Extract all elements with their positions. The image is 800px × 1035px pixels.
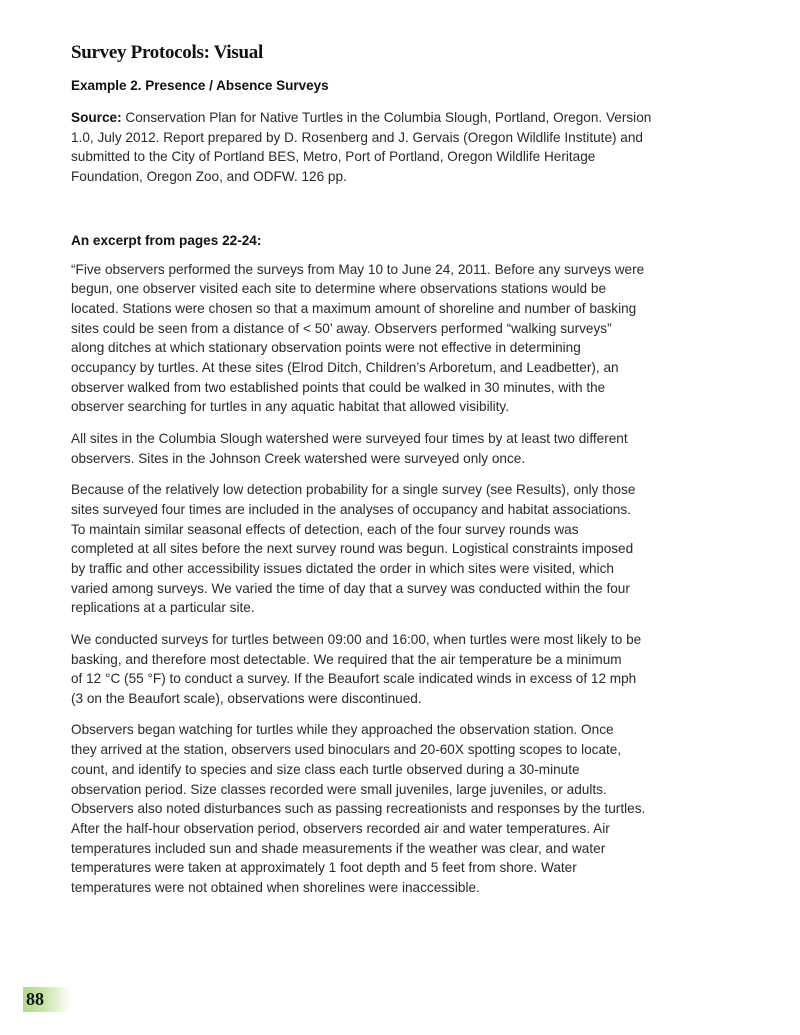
paragraph-line: observation period. Size classes recorded were small juveniles, large juveniles, or adults. xyxy=(71,781,607,797)
paragraph-line: of 12 °C (55 °F) to conduct a survey. If the Beaufort scale indicated winds in excess of 12 mph xyxy=(71,671,637,687)
excerpt-paragraph xyxy=(71,720,751,897)
source-label: Source: xyxy=(71,110,122,125)
paragraph-line: Observers began watching for turtles while they approached the observation station. Once xyxy=(71,722,614,738)
paragraph-line: (3 on the Beaufort scale), observations were discontinued. xyxy=(71,690,422,706)
excerpt-paragraph xyxy=(71,480,751,618)
paragraph-line: completed at all sites before the next survey round was begun. Logistical constraints imposed xyxy=(71,541,634,557)
paragraph-line: begun, one observer visited each site to determine where observations stations would be xyxy=(71,281,607,297)
excerpt-paragraph xyxy=(71,260,751,418)
source-line: submitted to the City of Portland BES, Metro, Port of Portland, Oregon Wildlife Heritage xyxy=(71,149,596,165)
paragraph-line: temperatures were not obtained when shorelines were inaccessible. xyxy=(71,880,480,896)
paragraph-line: observer searching for turtles in any aquatic habitat that allowed visibility. xyxy=(71,399,509,415)
paragraph-line: Because of the relatively low detection probability for a single survey (see Results), only those xyxy=(71,482,636,498)
source-line: Conservation Plan for Native Turtles in the Columbia Slough, Portland, Oregon. Version xyxy=(121,110,652,125)
excerpt-paragraphs xyxy=(71,260,751,898)
paragraph-line: by traffic and other accessibility issues dictated the order in which sites were visited, which xyxy=(71,560,614,576)
paragraph-line: “Five observers performed the surveys from May 10 to June 24, 2011. Before any surveys were xyxy=(71,261,645,277)
paragraph-line: occupancy by turtles. At these sites (Elrod Ditch, Children’s Arboretum, and Leadbetter), an xyxy=(71,360,619,376)
paragraph-line: observer walked from two established points that could be walked in 30 minutes, with the xyxy=(71,379,606,395)
paragraph-line: To maintain similar seasonal effects of detection, each of the four survey rounds was xyxy=(71,521,579,537)
paragraph-line: sites could be seen from a distance of < 50’ away. Observers performed “walking surveys” xyxy=(71,320,612,336)
source-line: 1.0, July 2012. Report prepared by D. Rosenberg and J. Gervais (Oregon Wildlife Institute) and xyxy=(71,129,643,145)
paragraph-line: Observers also noted disturbances such as passing recreationists and responses by the turtles. xyxy=(71,801,646,817)
paragraph-line: count, and identify to species and size class each turtle observed during a 30-minute xyxy=(71,761,580,777)
paragraph-line: along ditches at which stationary observation points were not effective in determining xyxy=(71,340,581,356)
paragraph-line: basking, and therefore most detectable. We required that the air temperature be a minimum xyxy=(71,651,622,667)
excerpt-paragraph xyxy=(71,429,751,468)
paragraph-line: After the half-hour observation period, observers recorded air and water temperatures. Air xyxy=(71,820,610,836)
paragraph-line: We conducted surveys for turtles between 09:00 and 16:00, when turtles were most likely to be xyxy=(71,631,642,647)
paragraph-line: varied among surveys. We varied the time of day that a survey was conducted within the four xyxy=(71,580,630,596)
document-body xyxy=(71,108,751,910)
excerpt-paragraph xyxy=(71,630,751,709)
paragraph-line: All sites in the Columbia Slough watershed were surveyed four times by at least two different xyxy=(71,430,628,446)
paragraph-line: temperatures were taken at approximately 1 foot depth and 5 feet from shore. Water xyxy=(71,860,577,876)
paragraph-line: replications at a particular site. xyxy=(71,600,255,616)
page-number: 88 xyxy=(23,987,71,1012)
page-title: Survey Protocols: Visual xyxy=(71,42,263,63)
paragraph-line: located. Stations were chosen so that a maximum amount of shoreline and number of basking xyxy=(71,300,637,316)
section-subtitle: Example 2. Presence / Absence Surveys xyxy=(71,78,329,93)
paragraph-line: they arrived at the station, observers used binoculars and 20-60X spotting scopes to locate, xyxy=(71,742,622,758)
paragraph-line: sites surveyed four times are included in the analyses of occupancy and habitat associations. xyxy=(71,501,631,517)
paragraph-line: observers. Sites in the Johnson Creek watershed were surveyed only once. xyxy=(71,450,526,466)
excerpt-heading: An excerpt from pages 22-24: xyxy=(71,232,262,248)
source-citation xyxy=(71,108,751,187)
source-line: Foundation, Oregon Zoo, and ODFW. 126 pp. xyxy=(71,169,347,185)
paragraph-line: temperatures included sun and shade measurements if the weather was clear, and water xyxy=(71,840,606,856)
